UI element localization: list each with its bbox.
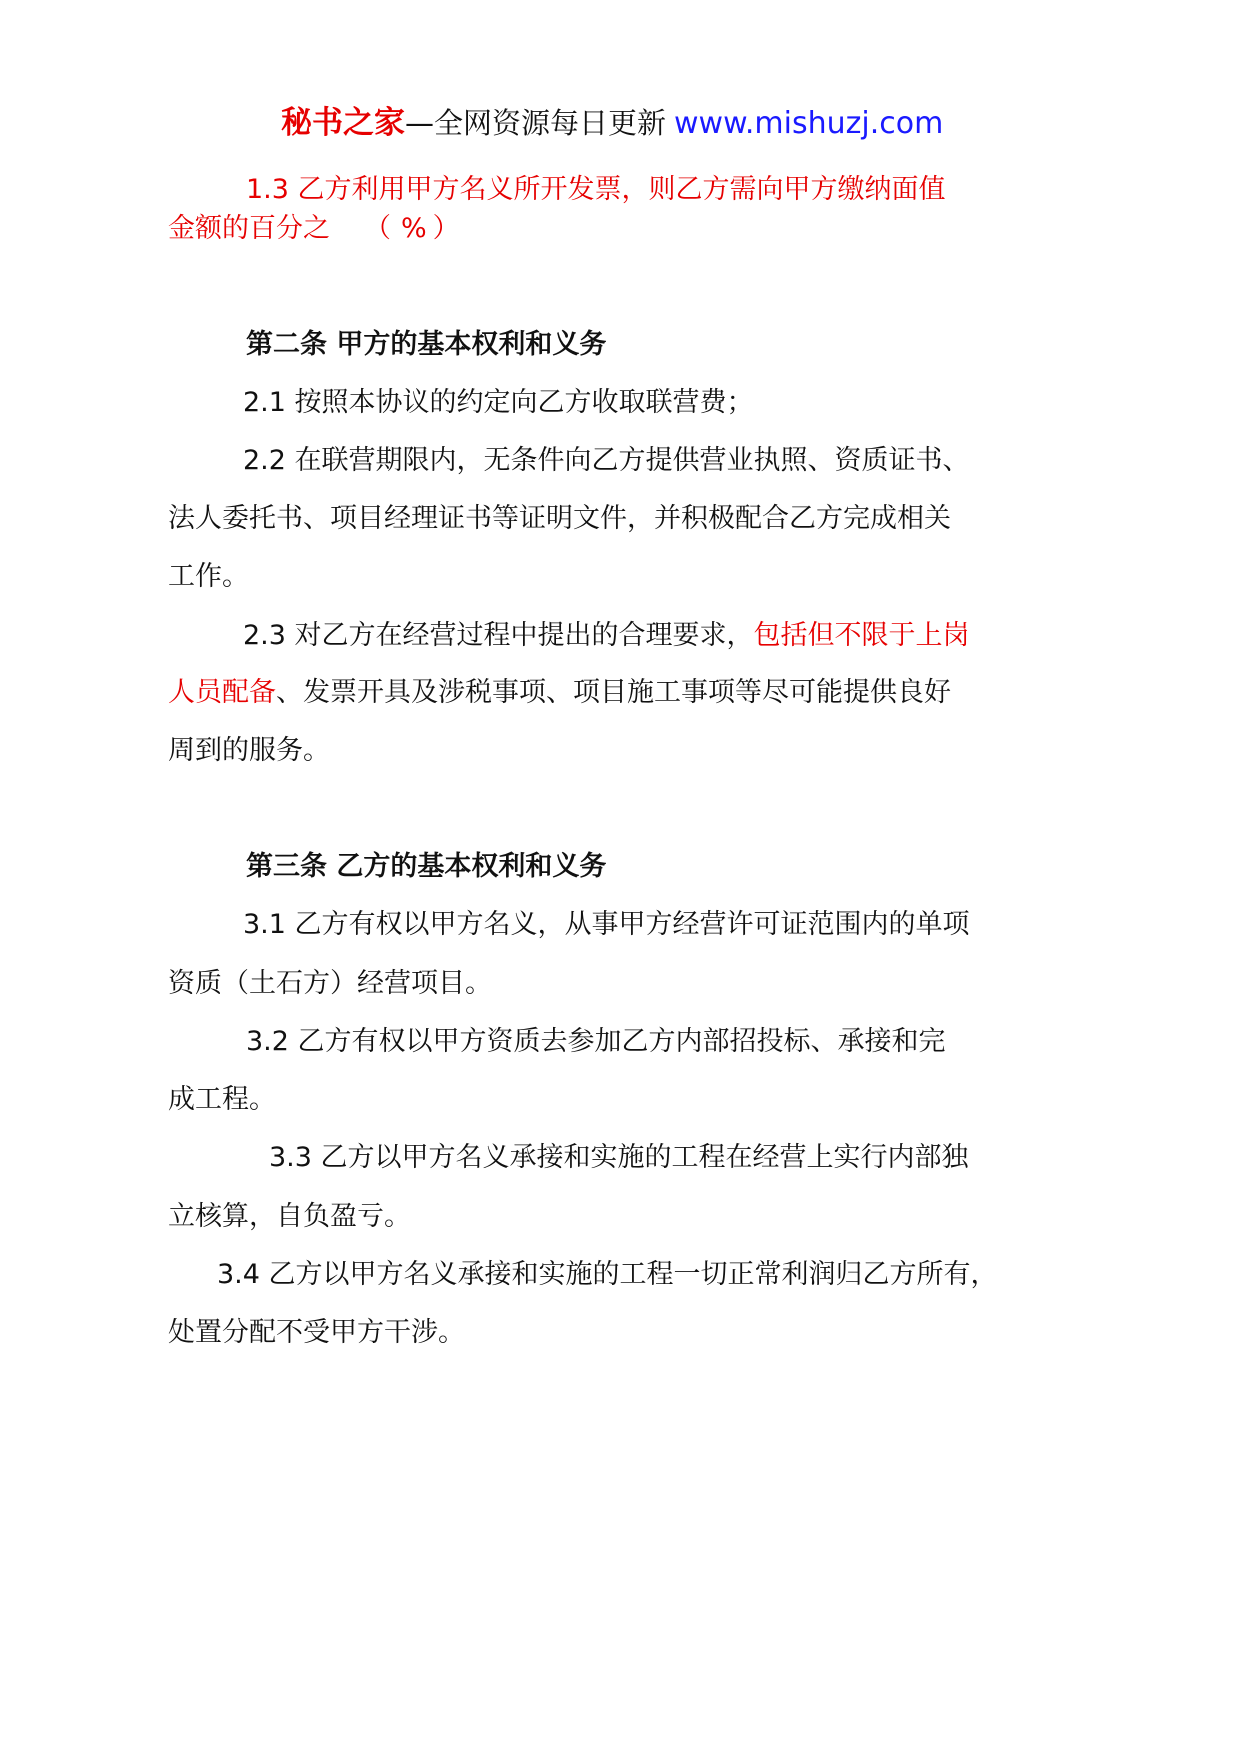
clause-2-2-line3: 工作。: [168, 561, 249, 592]
clause-2-2-line1: 2.2 在联营期限内，无条件向乙方提供营业执照、资质证书、: [243, 445, 970, 476]
clause-2-2-line2: 法人委托书、项目经理证书等证明文件，并积极配合乙方完成相关: [168, 503, 951, 534]
header-url-link[interactable]: www.mishuzj.com: [674, 106, 944, 141]
clause-2-3-line3: 周到的服务。: [168, 735, 330, 766]
clause-3-2-line2: 成工程。: [168, 1084, 276, 1115]
clause-1-3-line1: 1.3 乙方利用甲方名义所开发票，则乙方需向甲方缴纳面值: [246, 174, 946, 205]
page-header: [281, 103, 943, 144]
clause-1-3-line2: [168, 209, 460, 249]
clause-2-3-text-black: 2.3 对乙方在经营过程中提出的合理要求，: [243, 620, 754, 651]
clause-2-3-line2-black: 、发票开具及涉税事项、项目施工事项等尽可能提供良好: [276, 677, 951, 708]
article-3-heading: 第三条 乙方的基本权利和义务: [246, 851, 607, 882]
clause-1-3-text: 金额的百分之: [168, 213, 330, 244]
clause-2-3-line2: [168, 673, 951, 713]
clause-2-3-line1: [243, 616, 970, 656]
clause-2-1: 2.1 按照本协议的约定向乙方收取联营费；: [243, 387, 754, 418]
clause-3-1-line2: 资质（土石方）经营项目。: [168, 968, 492, 999]
clause-3-1-line1: 3.1 乙方有权以甲方名义，从事甲方经营许可证范围内的单项: [243, 909, 970, 940]
clause-1-3-paren-open: （: [364, 213, 391, 244]
clause-1-3-percent: %: [401, 213, 427, 244]
clause-3-3-line2: 立核算，自负盈亏。: [168, 1201, 411, 1232]
article-2-heading: 第二条 甲方的基本权利和义务: [246, 329, 607, 360]
clause-3-4-line2: 处置分配不受甲方干涉。: [168, 1317, 465, 1348]
clause-2-3-text-red: 包括但不限于上岗: [753, 620, 970, 651]
clause-1-3-paren-close: ）: [432, 213, 460, 244]
header-tagline: —全网资源每日更新: [405, 106, 667, 140]
brand-name: 秘书之家: [281, 105, 405, 141]
clause-3-2-line1: 3.2 乙方有权以甲方资质去参加乙方内部招投标、承接和完: [246, 1026, 946, 1057]
clause-3-3-line1: 3.3 乙方以甲方名义承接和实施的工程在经营上实行内部独: [269, 1142, 969, 1173]
clause-3-4-line1: 3.4 乙方以甲方名义承接和实施的工程一切正常利润归乙方所有，: [217, 1259, 998, 1290]
clause-2-3-line2-red: 人员配备: [168, 677, 276, 708]
